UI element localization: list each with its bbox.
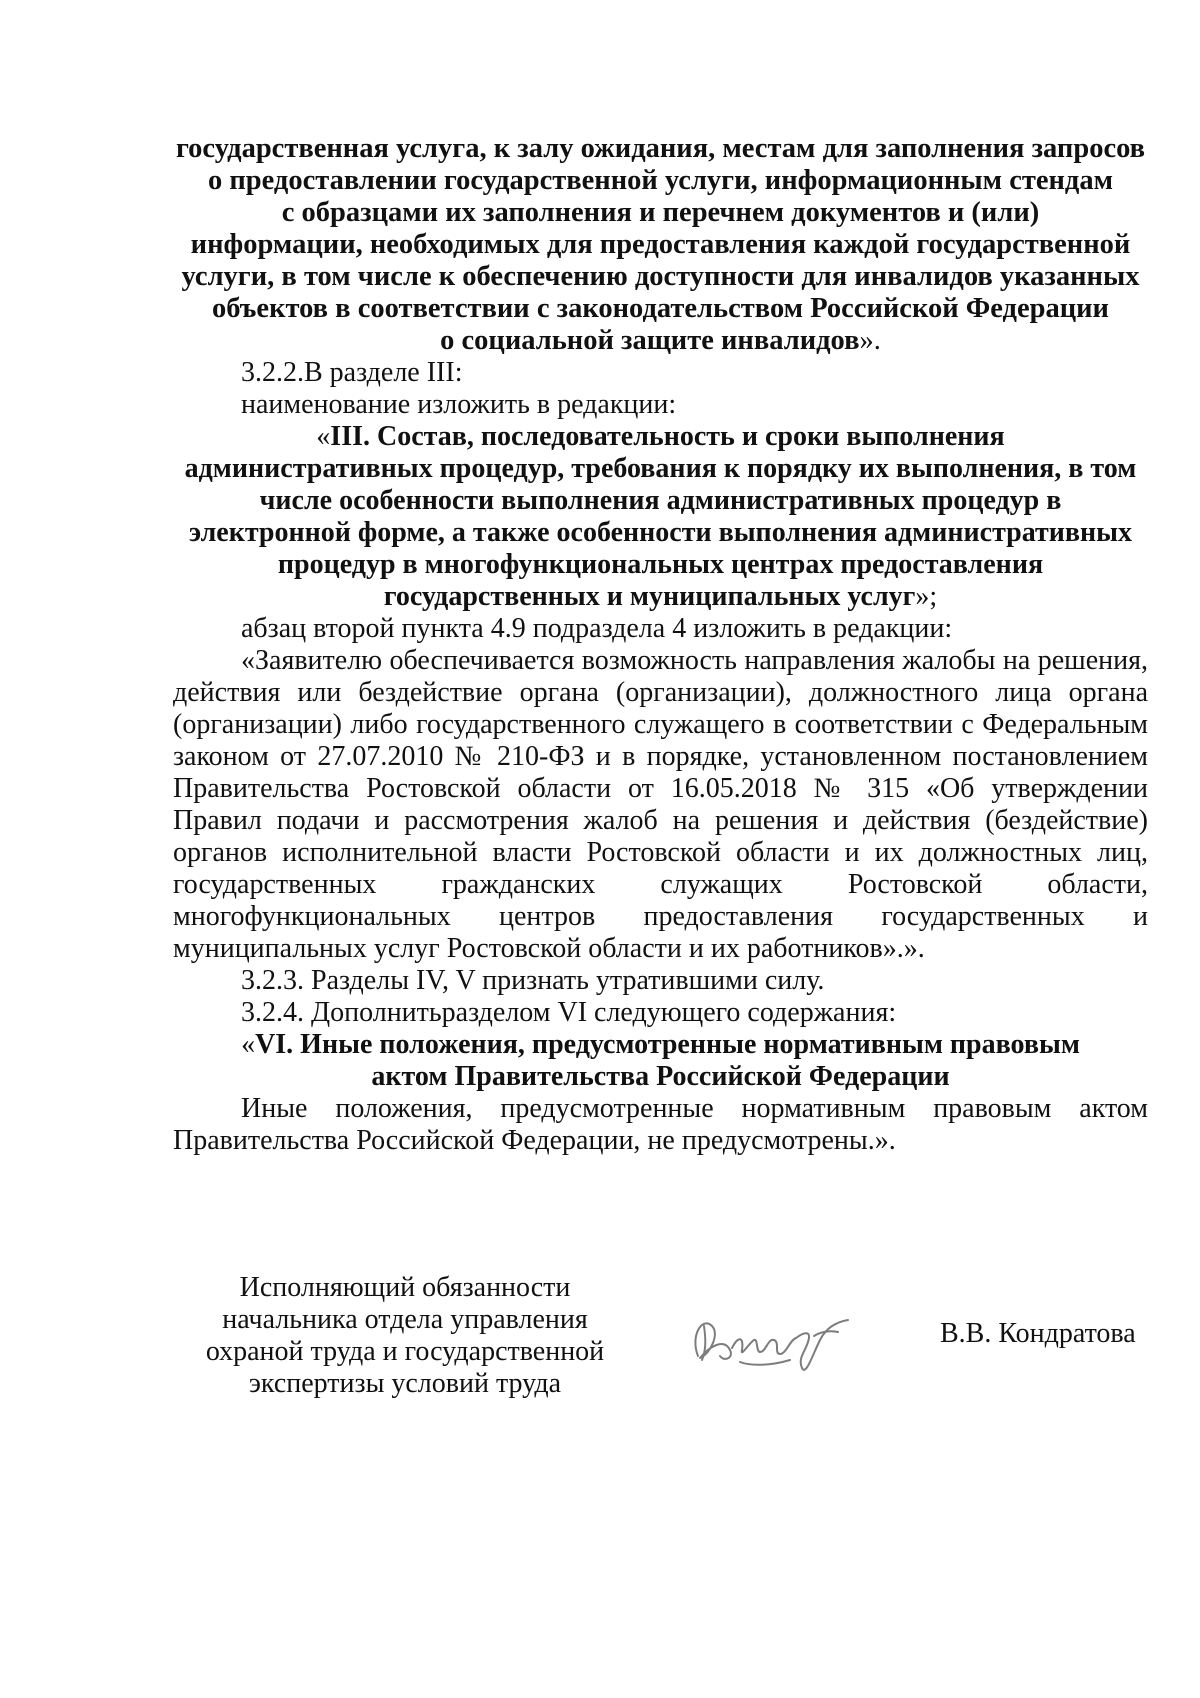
heading-line-last <box>173 325 1148 357</box>
vi-title-line: актом Правительства Российской Федерации <box>371 1061 950 1092</box>
position-line: Исполняющий обязанности <box>239 1272 571 1303</box>
amended-paragraph: «Заявителю обеспечивается возможность направления жалобы на решения, действия или бездействие органа (организации), должностного лица органа (организации) либо государственного служащего в соответствии с Федеральным законом от 27.07.2010 № 210-ФЗ и в порядке, установленном постановлением Правительства Ростовской области от 16.05.2018 № 315 «Об утверждении Правил подачи и рассмотрения жалоб на решения и действия (бездействие) органов исполнительной власти Ростовской области и их должностных лиц, государственных гражданских служащих Ростовской области, многофункциональных центров предоставления государственных и муниципальных услуг Ростовской области и их работников».». <box>173 645 1148 964</box>
title-close-quote: »; <box>915 581 938 612</box>
vi-title-line-first <box>173 1029 1148 1061</box>
heading-closing-mark: ». <box>859 325 881 356</box>
title-line-first <box>173 421 1148 453</box>
section-323: 3.2.3. Разделы IV, V признать утратившими силу. <box>241 965 825 996</box>
section-vi-body: Иные положения, предусмотренные нормативным правовым актом Правительства Российской Федерации, не предусмотрены.». <box>173 1093 1148 1156</box>
title-line: административных процедур, требования к порядку их выполнения, в том <box>184 453 1137 484</box>
heading-line: государственная услуга, к залу ожидания, местам для заполнения запросов <box>175 133 1146 164</box>
signatory-position <box>185 1272 625 1400</box>
position-line: экспертизы условий труда <box>248 1368 562 1399</box>
section-322-instruction: наименование изложить в редакции: <box>241 389 677 420</box>
heading-line: о предоставлении государственной услуги, информационным стендам <box>207 165 1114 196</box>
title-line: числе особенности выполнения административных процедур в <box>259 485 1062 516</box>
signature-block <box>185 1272 1185 1412</box>
title-line-text: государственных и муниципальных услуг <box>383 581 916 612</box>
heading-line: с образцами их заполнения и перечнем документов и (или) <box>281 197 1040 228</box>
section-heading-continuation <box>173 133 1148 357</box>
heading-line: объектов в соответствии с законодательством Российской Федерации <box>212 293 1109 324</box>
handwritten-signature-icon <box>680 1296 860 1386</box>
position-line: охраной труда и государственной <box>205 1336 605 1367</box>
title-open-quote: « <box>316 421 331 452</box>
section-vi-title <box>173 1029 1148 1093</box>
signatory-name: В.В. Кондратова <box>940 1318 1136 1349</box>
position-line: начальника отдела управления <box>222 1304 588 1335</box>
document-page <box>173 133 1148 1157</box>
title-line: электронной форме, а также особенности выполнения административных <box>188 517 1133 548</box>
vi-title-open-quote: « <box>241 1029 256 1060</box>
section-322-number: 3.2.2.В разделе III: <box>241 357 463 388</box>
section-iii-title <box>173 421 1148 613</box>
heading-line: информации, необходимых для предоставления каждой государственной <box>190 229 1131 260</box>
title-line-text: III. Состав, последовательность и сроки выполнения <box>330 421 1005 452</box>
heading-line-text: о социальной защите инвалидов <box>440 325 860 356</box>
title-line-last <box>173 581 1148 613</box>
title-line: процедур в многофункциональных центрах предоставления <box>277 549 1044 580</box>
heading-line: услуги, в том числе к обеспечению доступности для инвалидов указанных <box>181 261 1140 292</box>
paragraph-instruction: абзац второй пункта 4.9 подраздела 4 изложить в редакции: <box>241 613 953 644</box>
section-324: 3.2.4. Дополнитьразделом VI следующего содержания: <box>241 997 897 1028</box>
vi-title-text: VI. Иные положения, предусмотренные нормативным правовым <box>255 1029 1080 1060</box>
